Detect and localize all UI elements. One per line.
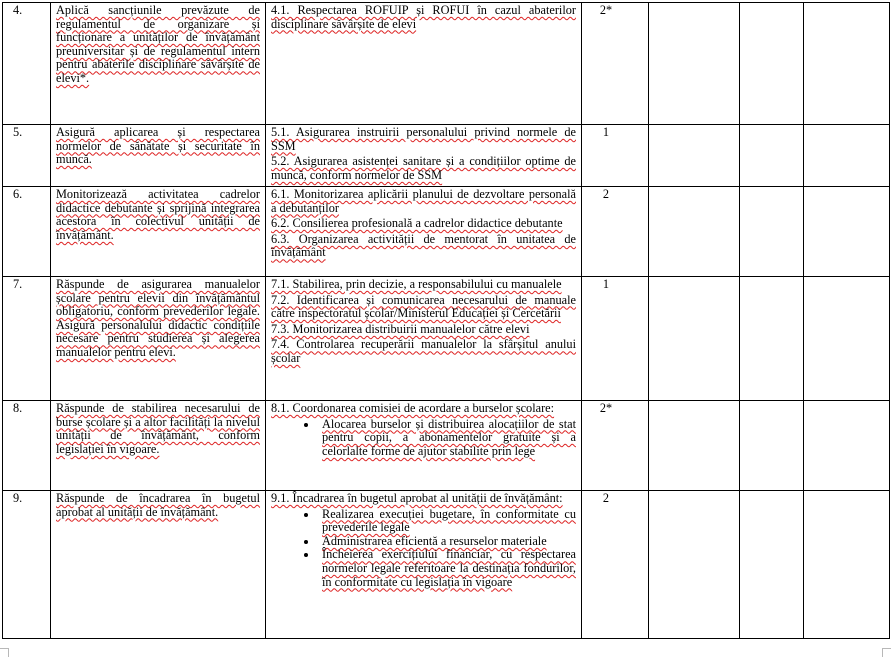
criterion-text: 4.1. Respectarea ROFUIP și ROFUI în cazul abaterilor disciplinare săvârșite de elevi — [271, 3, 576, 31]
final-score-cell[interactable] — [804, 277, 890, 401]
responsibility-cell — [51, 401, 266, 491]
table-row — [3, 125, 890, 187]
criterion-text: 7.2. Identificarea și comunicarea necesarului de manuale către inspectoratul școlar/Ministerul Educației și Cercetării — [271, 292, 576, 321]
max-score: 2 — [582, 491, 649, 639]
final-score-cell[interactable] — [804, 401, 890, 491]
max-score: 2* — [582, 401, 649, 491]
criterion-text: 7.4. Controlarea recuperării manualelor la sfârșitul anului școlar — [271, 337, 576, 365]
responsibility-text: Monitorizează activitatea cadrelor didactice debutante și sprijină integrarea acestora în colectivul unității de învățământ. — [56, 187, 260, 242]
responsibility-text: Răspunde de încadrarea în bugetul aprobat al unității de învățământ. — [56, 491, 260, 519]
row-number: 4. — [3, 3, 51, 125]
responsibility-cell — [51, 3, 266, 125]
criterion-text: 6.2. Consilierea profesională a cadrelor didactice debutante — [271, 216, 563, 231]
max-score: 2 — [582, 187, 649, 277]
responsibility-cell — [51, 277, 266, 401]
criteria-cell — [266, 277, 582, 401]
final-score-cell[interactable] — [804, 125, 890, 187]
responsibility-text: Răspunde de asigurarea manualelor școlare pentru elevii din învățământul obligatoriu, conform prevederilor legale. Asigură personalului didactic condițiile necesare pentru studierea și alegerea manualelor pentru elevi. — [56, 277, 260, 359]
table-row — [3, 3, 890, 125]
table-row — [3, 187, 890, 277]
criterion-text: 6.3. Organizarea activității de mentorat în unitatea de învățământ — [271, 231, 576, 260]
responsibility-cell — [51, 187, 266, 277]
criterion-text: 7.1. Stabilirea, prin decizie, a responsabilului cu manualele — [271, 277, 562, 291]
criteria-cell — [266, 3, 582, 125]
self-evaluation-cell[interactable] — [649, 187, 740, 277]
self-evaluation-cell[interactable] — [649, 125, 740, 187]
page-corner-mark-left — [0, 648, 9, 657]
criterion-text: 8.1. Coordonarea comisiei de acordare a burselor școlare: — [271, 401, 555, 415]
evaluation-cell[interactable] — [740, 401, 804, 491]
table-row — [3, 401, 890, 491]
criterion-text: 9.1. Încadrarea în bugetul aprobat al unității de învățământ: — [271, 491, 563, 505]
criterion-text: 7.3. Monitorizarea distribuirii manualelor către elevi — [271, 321, 530, 336]
criteria-cell — [266, 187, 582, 277]
self-evaluation-cell[interactable] — [649, 3, 740, 125]
max-score: 1 — [582, 277, 649, 401]
table-row — [3, 277, 890, 401]
responsibility-text: Răspunde de stabilirea necesarului de burse școlare și a altor facilități la nivelul unității de învățământ, conform legislației în vigoare. — [56, 401, 260, 456]
row-number: 8. — [3, 401, 51, 491]
max-score: 2* — [582, 3, 649, 125]
self-evaluation-cell[interactable] — [649, 277, 740, 401]
evaluation-cell[interactable] — [740, 3, 804, 125]
self-evaluation-cell[interactable] — [649, 401, 740, 491]
evaluation-cell[interactable] — [740, 491, 804, 639]
self-evaluation-cell[interactable] — [649, 491, 740, 639]
criterion-text: 6.1. Monitorizarea aplicării planului de dezvoltare personală a debutanților — [271, 187, 576, 215]
max-score: 1 — [582, 125, 649, 187]
criterion-bullet-item: • Realizarea execuției bugetare, în conformitate cu prevederile legale — [318, 508, 576, 535]
responsibility-text: Asigură aplicarea și respectarea normelor de sănătate și securitate în muncă. — [56, 125, 260, 167]
row-number: 5. — [3, 125, 51, 187]
criteria-cell — [266, 491, 582, 639]
evaluation-cell[interactable] — [740, 187, 804, 277]
criteria-cell — [266, 125, 582, 187]
row-number: 9. — [3, 491, 51, 639]
criterion-bullet-list — [271, 418, 576, 459]
criterion-bullet-item: • Alocarea burselor și distribuirea alocațiilor de stat pentru copii, a abonamentelor gratuite și a celorlalte forme de ajutor stabilite prin lege — [318, 418, 576, 459]
criterion-bullet-list — [271, 508, 576, 590]
responsibility-cell — [51, 125, 266, 187]
criterion-text: 5.1. Asigurarea instruirii personalului privind normele de SSM — [271, 125, 576, 153]
criteria-cell — [266, 401, 582, 491]
responsibility-text: Aplică sancțiunile prevăzute de regulamentul de organizare și funcționare a unităților de învățământ preuniversitar și de regulamentul intern pentru abaterile disciplinare săvârșite de elevi*. — [56, 3, 260, 85]
evaluation-table — [2, 2, 890, 639]
evaluation-cell[interactable] — [740, 277, 804, 401]
table-row — [3, 491, 890, 639]
criterion-bullet-item: • Încheierea exercițiului financiar, cu respectarea normelor legale referitoare la destinația fondurilor, în conformitate cu legislația în vigoare — [318, 548, 576, 589]
responsibility-cell — [51, 491, 266, 639]
page-corner-mark-right — [882, 648, 891, 657]
criterion-text: 5.2. Asigurarea asistenței sanitare și a condițiilor optime de muncă, conform normelor de SSM — [271, 154, 576, 182]
final-score-cell[interactable] — [804, 187, 890, 277]
final-score-cell[interactable] — [804, 491, 890, 639]
criterion-bullet-item: • Administrarea eficientă a resurselor materiale — [318, 535, 576, 549]
evaluation-cell[interactable] — [740, 125, 804, 187]
row-number: 7. — [3, 277, 51, 401]
row-number: 6. — [3, 187, 51, 277]
final-score-cell[interactable] — [804, 3, 890, 125]
